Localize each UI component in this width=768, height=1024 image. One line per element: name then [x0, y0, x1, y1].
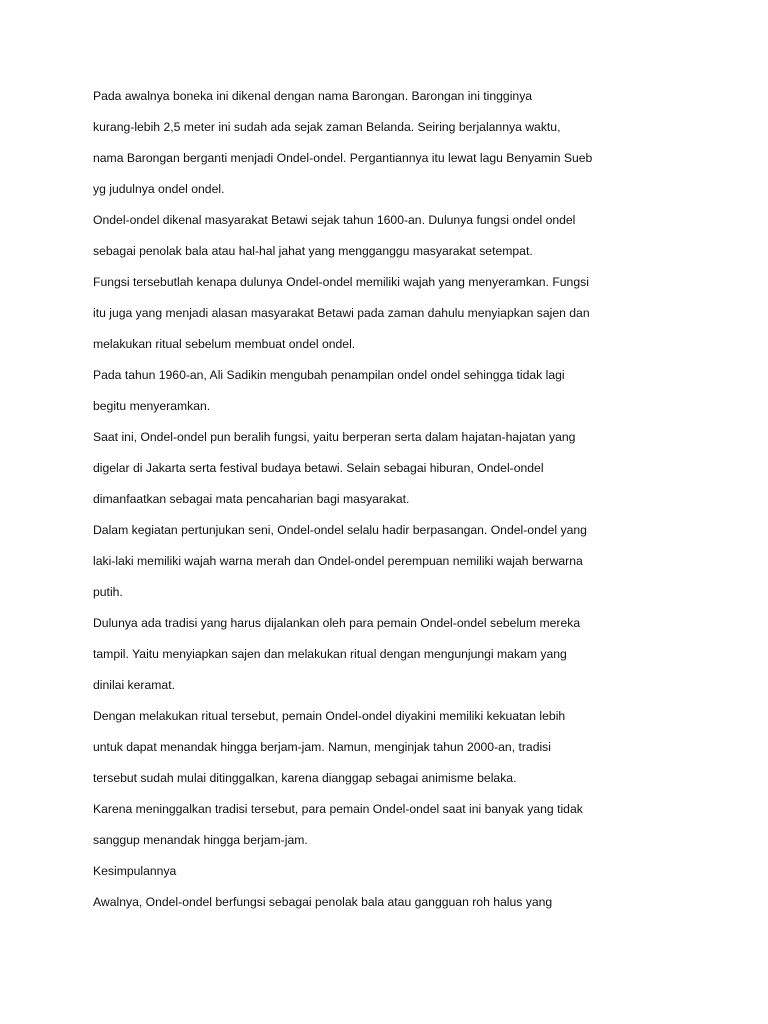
text-line: kurang-lebih 2,5 meter ini sudah ada sejak zaman Belanda. Seiring berjalannya waktu,	[93, 120, 561, 134]
text-line: begitu menyeramkan.	[93, 399, 211, 413]
text-line: Ondel-ondel dikenal masyarakat Betawi sejak tahun 1600-an. Dulunya fungsi ondel ondel	[93, 213, 576, 227]
text-line: Fungsi tersebutlah kenapa dulunya Ondel-ondel memiliki wajah yang menyeramkan. Fungsi	[93, 275, 589, 289]
text-line: Awalnya, Ondel-ondel berfungsi sebagai penolak bala atau gangguan roh halus yang	[93, 895, 553, 909]
text-line: putih.	[93, 585, 123, 599]
text-line: Saat ini, Ondel-ondel pun beralih fungsi, yaitu berperan serta dalam hajatan-hajatan yang	[93, 430, 576, 444]
text-line: Pada awalnya boneka ini dikenal dengan nama Barongan. Barongan ini tingginya	[93, 89, 533, 103]
text-line: nama Barongan berganti menjadi Ondel-ondel. Pergantiannya itu lewat lagu Benyamin Sueb	[93, 151, 593, 165]
text-line: sanggup menandak hingga berjam-jam.	[93, 833, 308, 847]
text-line: dimanfaatkan sebagai mata pencaharian bagi masyarakat.	[93, 492, 410, 506]
text-line: dinilai keramat.	[93, 678, 175, 692]
text-line: Dulunya ada tradisi yang harus dijalankan oleh para pemain Ondel-ondel sebelum mereka	[93, 616, 581, 630]
text-line: Karena meninggalkan tradisi tersebut, para pemain Ondel-ondel saat ini banyak yang tidak	[93, 802, 583, 816]
text-line: sebagai penolak bala atau hal-hal jahat yang mengganggu masyarakat setempat.	[93, 244, 533, 258]
text-line: yg judulnya ondel ondel.	[93, 182, 225, 196]
text-line: laki-laki memiliki wajah warna merah dan Ondel-ondel perempuan nemiliki wajah berwarna	[93, 554, 583, 568]
text-line: melakukan ritual sebelum membuat ondel ondel.	[93, 337, 356, 351]
text-line: untuk dapat menandak hingga berjam-jam. Namun, menginjak tahun 2000-an, tradisi	[93, 740, 551, 754]
text-line: digelar di Jakarta serta festival budaya betawi. Selain sebagai hiburan, Ondel-ondel	[93, 461, 544, 475]
text-line: Dengan melakukan ritual tersebut, pemain Ondel-ondel diyakini memiliki kekuatan lebih	[93, 709, 566, 723]
document-body	[93, 84, 733, 921]
text-line: Dalam kegiatan pertunjukan seni, Ondel-ondel selalu hadir berpasangan. Ondel-ondel yang	[93, 523, 587, 537]
text-line: tersebut sudah mulai ditinggalkan, karena dianggap sebagai animisme belaka.	[93, 771, 517, 785]
text-line: itu juga yang menjadi alasan masyarakat Betawi pada zaman dahulu menyiapkan sajen dan	[93, 306, 590, 320]
section-heading: Kesimpulannya	[93, 864, 177, 878]
text-line: tampil. Yaitu menyiapkan sajen dan melakukan ritual dengan mengunjungi makam yang	[93, 647, 567, 661]
text-line: Pada tahun 1960-an, Ali Sadikin mengubah penampilan ondel ondel sehingga tidak lagi	[93, 368, 565, 382]
